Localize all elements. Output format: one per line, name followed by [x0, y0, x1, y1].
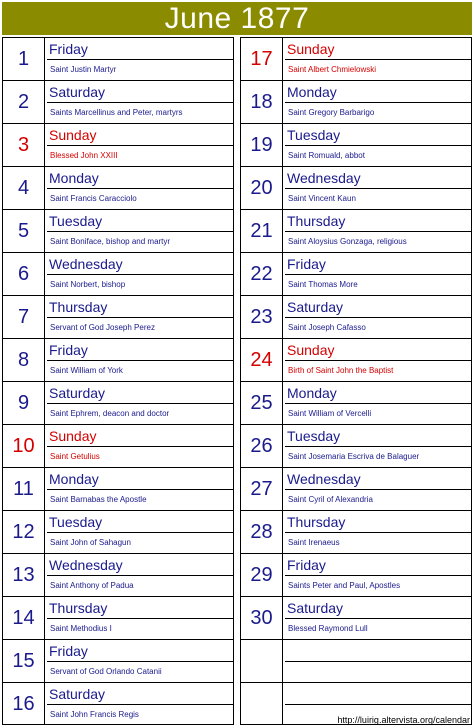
- day-row: [241, 167, 471, 210]
- weekday-name: Saturday: [285, 298, 471, 318]
- empty-day-cell: [285, 642, 471, 662]
- day-row: [241, 210, 471, 253]
- day-row: [241, 81, 471, 124]
- saint-of-day: Blessed John XXIII: [50, 151, 118, 160]
- saint-of-day: Saint Justin Martyr: [50, 65, 117, 74]
- weekday-name: Sunday: [285, 40, 471, 60]
- day-number: 6: [3, 253, 45, 295]
- empty-row: [241, 640, 471, 683]
- weekday-name: Monday: [285, 83, 471, 103]
- right-column: [240, 37, 472, 725]
- day-number: 8: [3, 339, 45, 381]
- saint-of-day: Saint William of Vercelli: [288, 409, 372, 418]
- day-row: [241, 296, 471, 339]
- day-number: 22: [241, 253, 283, 295]
- saint-of-day: Saint Cyril of Alexandria: [288, 495, 373, 504]
- day-row: [3, 597, 233, 640]
- empty-number-cell: [241, 683, 283, 725]
- weekday-name: Friday: [285, 556, 471, 576]
- left-column: [2, 37, 234, 725]
- saint-of-day: Saint Aloysius Gonzaga, religious: [288, 237, 407, 246]
- day-number: 30: [241, 597, 283, 639]
- day-number: 10: [3, 425, 45, 467]
- calendar-title: June 1877: [2, 2, 472, 35]
- day-row: [241, 511, 471, 554]
- saint-of-day: Servant of God Orlando Catanii: [50, 667, 162, 676]
- saint-of-day: Saint Vincent Kaun: [288, 194, 356, 203]
- day-row: [3, 425, 233, 468]
- day-row: [3, 253, 233, 296]
- day-row: [3, 296, 233, 339]
- day-row: [241, 124, 471, 167]
- day-number: 16: [3, 683, 45, 725]
- day-number: 26: [241, 425, 283, 467]
- weekday-name: Monday: [47, 169, 233, 189]
- saint-of-day: Saint Thomas More: [288, 280, 358, 289]
- day-number: 9: [3, 382, 45, 424]
- footer-url: http://luirig.altervista.org/calendar: [337, 715, 470, 725]
- weekday-name: Tuesday: [285, 427, 471, 447]
- weekday-name: Saturday: [285, 599, 471, 619]
- day-row: [3, 382, 233, 425]
- day-row: [241, 253, 471, 296]
- weekday-name: Thursday: [285, 212, 471, 232]
- day-number: 28: [241, 511, 283, 553]
- weekday-name: Friday: [47, 642, 233, 662]
- weekday-name: Thursday: [47, 599, 233, 619]
- day-row: [3, 210, 233, 253]
- saint-of-day: Blessed Raymond Lull: [288, 624, 368, 633]
- day-row: [3, 468, 233, 511]
- saint-of-day: Saints Marcellinus and Peter, martyrs: [50, 108, 183, 117]
- saint-of-day: Saint Anthony of Padua: [50, 581, 134, 590]
- day-row: [3, 81, 233, 124]
- weekday-name: Friday: [285, 255, 471, 275]
- day-number: 2: [3, 81, 45, 123]
- saint-of-day: Saint John of Sahagun: [50, 538, 131, 547]
- saint-of-day: Saint Joseph Cafasso: [288, 323, 366, 332]
- weekday-name: Saturday: [47, 685, 233, 705]
- day-row: [3, 554, 233, 597]
- saint-of-day: Saint Irenaeus: [288, 538, 340, 547]
- day-number: 3: [3, 124, 45, 166]
- saint-of-day: Saint Ephrem, deacon and doctor: [50, 409, 170, 418]
- saint-of-day: Servant of God Joseph Perez: [50, 323, 155, 332]
- day-row: [241, 468, 471, 511]
- saint-of-day: Saint John Francis Regis: [50, 710, 139, 719]
- day-row: [241, 339, 471, 382]
- day-row: [3, 511, 233, 554]
- day-number: 17: [241, 38, 283, 80]
- weekday-name: Thursday: [47, 298, 233, 318]
- day-number: 20: [241, 167, 283, 209]
- day-number: 27: [241, 468, 283, 510]
- day-number: 7: [3, 296, 45, 338]
- weekday-name: Thursday: [285, 513, 471, 533]
- day-row: [241, 554, 471, 597]
- day-number: 29: [241, 554, 283, 596]
- weekday-name: Saturday: [47, 384, 233, 404]
- day-number: 15: [3, 640, 45, 682]
- day-number: 1: [3, 38, 45, 80]
- weekday-name: Sunday: [285, 341, 471, 361]
- weekday-name: Wednesday: [47, 255, 233, 275]
- day-number: 18: [241, 81, 283, 123]
- saint-of-day: Saint Getulius: [50, 452, 100, 461]
- saint-of-day: Saint Norbert, bishop: [50, 280, 126, 289]
- weekday-name: Tuesday: [47, 513, 233, 533]
- saint-of-day: Saint Boniface, bishop and martyr: [50, 237, 171, 246]
- weekday-name: Friday: [47, 40, 233, 60]
- day-row: [3, 683, 233, 726]
- weekday-name: Monday: [285, 384, 471, 404]
- day-number: 13: [3, 554, 45, 596]
- day-number: 12: [3, 511, 45, 553]
- weekday-name: Monday: [47, 470, 233, 490]
- day-number: 14: [3, 597, 45, 639]
- weekday-name: Friday: [47, 341, 233, 361]
- day-row: [3, 124, 233, 167]
- day-row: [241, 382, 471, 425]
- day-row: [241, 425, 471, 468]
- day-number: 23: [241, 296, 283, 338]
- saint-of-day: Saint Josemaria Escriva de Balaguer: [288, 452, 420, 461]
- saint-of-day: Saint Romuald, abbot: [288, 151, 365, 160]
- saint-of-day: Saint Gregory Barbarigo: [288, 108, 375, 117]
- saint-of-day: Birth of Saint John the Baptist: [288, 366, 394, 375]
- day-row: [3, 167, 233, 210]
- day-row: [241, 597, 471, 640]
- weekday-name: Wednesday: [285, 470, 471, 490]
- day-number: 4: [3, 167, 45, 209]
- saint-of-day: Saint Albert Chmielowski: [288, 65, 377, 74]
- weekday-name: Tuesday: [285, 126, 471, 146]
- empty-day-cell: [285, 685, 471, 705]
- day-row: [3, 640, 233, 683]
- saint-of-day: Saints Peter and Paul, Apostles: [288, 581, 401, 590]
- day-number: 21: [241, 210, 283, 252]
- day-number: 24: [241, 339, 283, 381]
- saint-of-day: Saint Francis Caracciolo: [50, 194, 137, 203]
- weekday-name: Saturday: [47, 83, 233, 103]
- weekday-name: Sunday: [47, 126, 233, 146]
- saint-of-day: Saint Barnabas the Apostle: [50, 495, 147, 504]
- weekday-name: Tuesday: [47, 212, 233, 232]
- day-number: 11: [3, 468, 45, 510]
- day-row: [3, 339, 233, 382]
- weekday-name: Wednesday: [285, 169, 471, 189]
- day-number: 25: [241, 382, 283, 424]
- day-number: 5: [3, 210, 45, 252]
- empty-number-cell: [241, 640, 283, 682]
- day-row: [3, 38, 233, 81]
- saint-of-day: Saint William of York: [50, 366, 123, 375]
- saint-of-day: Saint Methodius I: [50, 624, 112, 633]
- weekday-name: Wednesday: [47, 556, 233, 576]
- weekday-name: Sunday: [47, 427, 233, 447]
- day-number: 19: [241, 124, 283, 166]
- day-row: [241, 38, 471, 81]
